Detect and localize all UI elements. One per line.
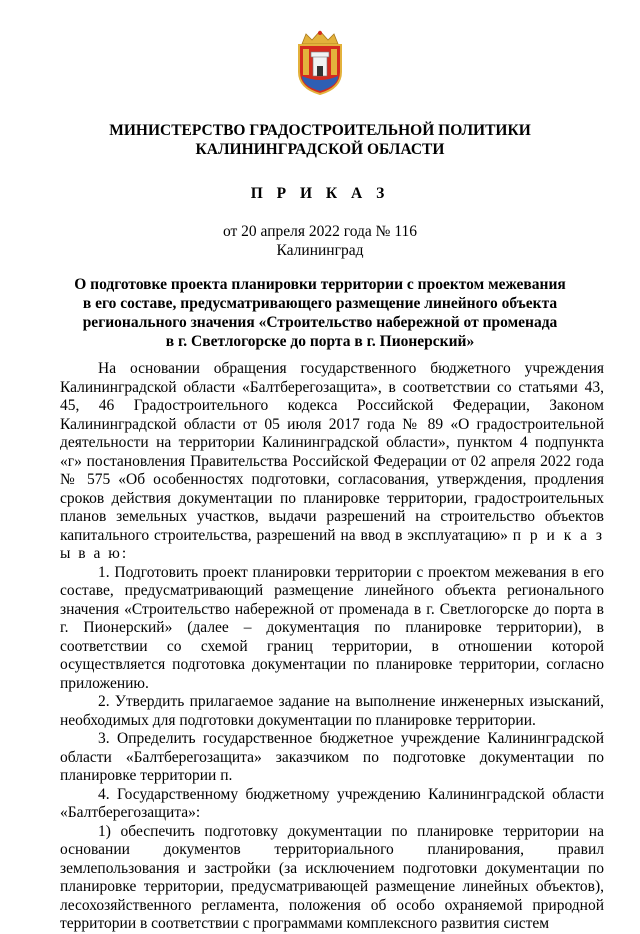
order-date-number: от 20 апреля 2022 года № 116 [222, 223, 418, 240]
item-2-paragraph: 2. Утвердить прилагаемое задание на выполнение инженерных изысканий, необходимых для подготовки документации по планировке территории. [60, 693, 604, 729]
item-4-paragraph: 4. Государственному бюджетному учреждению Калининградской области «Балтберегозащита»: [60, 785, 604, 821]
order-body [60, 360, 604, 934]
coat-of-arms-emblem [294, 30, 346, 96]
preamble-text: На основании обращения государственного бюджетного учреждения Калининградской области «Балтберегозащита», в соответствии со статьями 43, 45, 46 Градостроительного кодекса Российской Федерации, Законом Калининградской области от 05 июля 2017 года № 89 «О градостроительной деятельности на территории Калининградской области», пунктом 4 подпункта «г» постановления Правительства Российской Федерации от 02 апреля 2022 года № 575 «Об особенностях подготовки, согласования, утверждения, продления сроков действия документации по планировке территории, градостроительных планов земельных участков, выдачи разрешений на строительство объектов капитального строительства, разрешений на ввод в эксплуатацию» [60, 360, 604, 544]
order-word: п р и к а з ы в а ю: [60, 526, 605, 562]
subject-line-4: в г. Светлогорске до порта в г. Пионерский» [165, 333, 475, 350]
preamble-paragraph [60, 360, 604, 564]
subject-line-2: в его составе, предусматривающего размещение линейного объекта [82, 295, 558, 312]
order-subject [70, 275, 570, 351]
item-4-1-paragraph: 1) обеспечить подготовку документации по планировке территории на основании документов территориального планирования, правил землепользования и застройки (за исключением подготовки документации по планировке территории, предусматривающей размещение линейных объектов), лесохозяйственного регламента, положения об особо охраняемой природной территории в соответствии с программами комплексного развития систем [60, 822, 604, 932]
ministry-name [0, 121, 640, 159]
ministry-line-2: КАЛИНИНГРАДСКОЙ ОБЛАСТИ [195, 141, 445, 158]
ministry-line-1: МИНИСТЕРСТВО ГРАДОСТРОИТЕЛЬНОЙ ПОЛИТИКИ [109, 122, 531, 139]
subject-line-3: регионального значения «Строительство набережной от променада [82, 314, 558, 331]
item-1-paragraph: 1. Подготовить проект планировки территории с проектом межевания в его составе, предусматривающий размещение линейного объекта регионального значения «Строительство набережной от променада в г. Светлогорске до порта в г. Пионерский» (далее – документация по планировке территории), в соответствии со схемой границ территории, в отношении которой осуществляется подготовка документации по планировке территории, согласно приложению. [60, 563, 604, 692]
item-3-paragraph: 3. Определить государственное бюджетное учреждение Калининградской области «Балтберегозащита» заказчиком по подготовке документации по планировке территории п. [60, 730, 604, 784]
document-type: П Р И К А З [250, 185, 390, 202]
subject-line-1: О подготовке проекта планировки территории с проектом межевания [74, 276, 566, 293]
order-city: Калининград [276, 242, 364, 259]
